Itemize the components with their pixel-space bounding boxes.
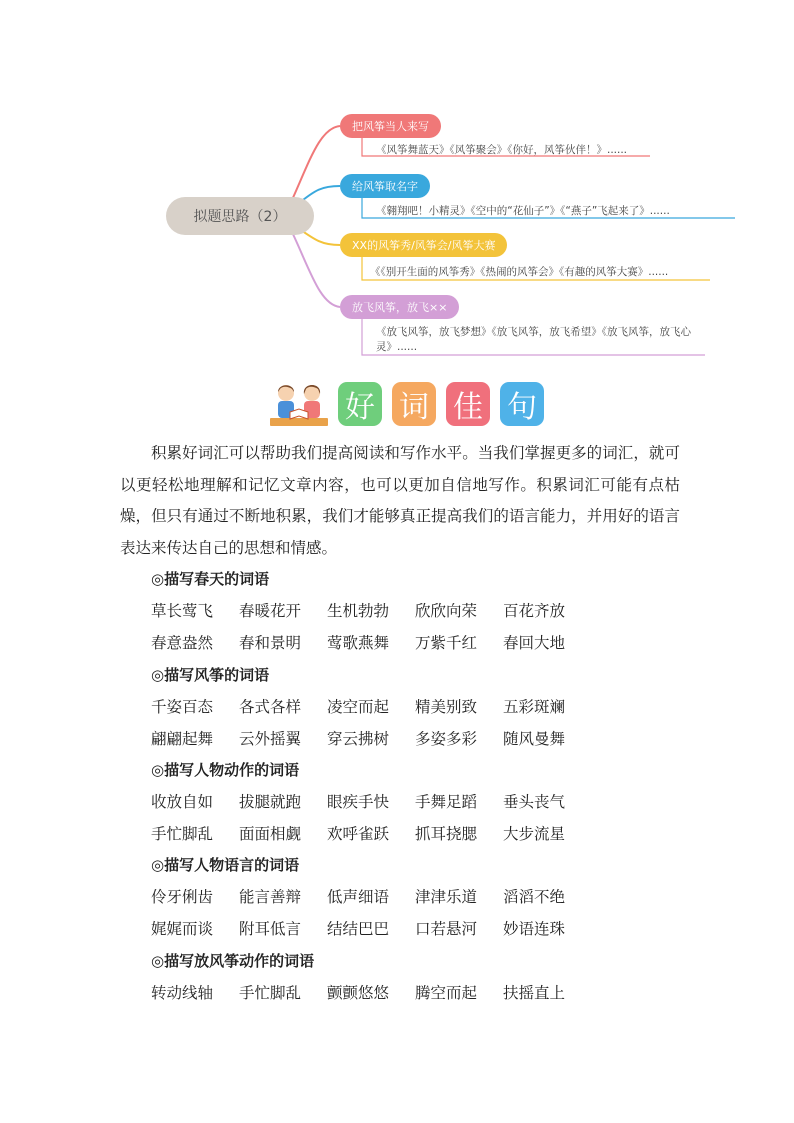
- word-item: 生机勃勃: [327, 602, 390, 620]
- mindmap-root: 拟题思路（2）: [166, 197, 314, 235]
- section-header: [268, 380, 548, 428]
- word-item: 精美别致: [415, 698, 478, 716]
- word-item: 收放自如: [151, 793, 214, 811]
- word-item: 春暖花开: [239, 602, 302, 620]
- header-char-hao: [338, 382, 382, 426]
- category-title-person-speech: ◎描写人物语言的词语: [151, 856, 300, 874]
- word-item: 娓娓而谈: [151, 920, 214, 938]
- word-item: 春和景明: [239, 634, 302, 652]
- branch-leaf-1: 《风筝舞蓝天》《风筝聚会》《你好，风筝伙伴！》......: [376, 144, 628, 156]
- header-char-jia-text: 佳: [453, 390, 483, 425]
- category-title-spring: ◎描写春天的词语: [151, 570, 270, 588]
- branch-node-4: 放飞风筝，放飞××: [340, 295, 459, 319]
- header-char-ju-text: 句: [507, 390, 537, 425]
- word-item: 穿云拂树: [327, 730, 390, 748]
- word-item: 转动线轴: [151, 984, 214, 1002]
- word-row: [151, 631, 591, 653]
- word-item: 拔腿就跑: [239, 793, 302, 811]
- intro-paragraph: 积累好词汇可以帮助我们提高阅读和写作水平。当我们掌握更多的词汇，就可以更轻松地理解和记忆文章内容，也可以更加自信地写作。积累词汇可能有点枯燥，但只有通过不断地积累，我们才能够真正提高我们的语言能力，并用好的语言表达来传达自己的思想和情感。: [120, 444, 680, 557]
- category-title-kite-action: ◎描写放风筝动作的词语: [151, 952, 315, 970]
- word-item: 手忙脚乱: [239, 984, 302, 1002]
- branch-leaf-4: 《放飞风筝，放飞梦想》《放飞风筝，放飞希望》《放飞风筝，放飞心灵》......: [376, 326, 691, 353]
- word-item: 手忙脚乱: [151, 825, 214, 843]
- word-row: [151, 695, 591, 717]
- word-item: 春意盎然: [151, 634, 214, 652]
- word-item: 垂头丧气: [503, 793, 566, 811]
- word-item: 百花齐放: [503, 602, 566, 620]
- header-char-ci-text: 词: [399, 390, 429, 425]
- word-item: 春回大地: [503, 634, 566, 652]
- word-item: 颤颤悠悠: [327, 984, 390, 1002]
- word-item: 欢呼雀跃: [327, 825, 390, 843]
- word-item: 各式各样: [239, 698, 302, 716]
- category-title-person-action: ◎描写人物动作的词语: [151, 761, 300, 779]
- word-item: 手舞足蹈: [415, 793, 478, 811]
- word-item: 五彩斑斓: [503, 698, 566, 716]
- word-item: 翩翩起舞: [151, 730, 214, 748]
- category-title-kite: ◎描写风筝的词语: [151, 666, 270, 684]
- word-item: 能言善辩: [239, 888, 302, 906]
- word-item: 面面相觑: [239, 825, 302, 843]
- branch-leaf-2: 《翱翔吧！小精灵》《空中的“花仙子”》《“燕子”飞起来了》......: [376, 205, 670, 217]
- word-row: [151, 599, 591, 621]
- mindmap: [0, 0, 794, 370]
- branch-node-2: 给风筝取名字: [340, 174, 430, 198]
- word-item: 欣欣向荣: [415, 602, 478, 620]
- word-item: 莺歌燕舞: [327, 634, 390, 652]
- header-char-hao-text: 好: [345, 390, 375, 425]
- word-item: 万紫千红: [415, 634, 478, 652]
- word-row: [151, 917, 591, 939]
- branch-leaf-3: 《《别开生面的风筝秀》《热闹的风筝会》《有趣的风筝大赛》......: [370, 266, 669, 278]
- word-item: 附耳低言: [239, 920, 302, 938]
- word-row: [151, 885, 591, 907]
- word-row: [151, 727, 591, 749]
- word-item: 多姿多彩: [415, 730, 478, 748]
- word-item: 妙语连珠: [503, 920, 566, 938]
- branch-node-3: XX的风筝秀/风筝会/风筝大赛: [340, 233, 507, 257]
- word-row: [151, 822, 591, 844]
- word-item: 眼疾手快: [327, 793, 390, 811]
- reading-kids-icon: [268, 380, 330, 428]
- word-item: 草长莺飞: [151, 602, 214, 620]
- word-item: 云外摇翼: [239, 730, 302, 748]
- header-char-ci: [392, 382, 436, 426]
- header-char-ju: [500, 382, 544, 426]
- word-item: 随风曼舞: [503, 730, 566, 748]
- word-row: [151, 981, 591, 1003]
- branch-node-1: 把风筝当人来写: [340, 114, 441, 138]
- word-item: 低声细语: [327, 888, 390, 906]
- connector-1: [292, 126, 340, 200]
- word-item: 滔滔不绝: [503, 888, 566, 906]
- word-item: 结结巴巴: [327, 920, 390, 938]
- word-item: 腾空而起: [415, 984, 478, 1002]
- word-item: 抓耳挠腮: [415, 825, 478, 843]
- word-item: 津津乐道: [415, 888, 478, 906]
- word-item: 扶摇直上: [503, 984, 566, 1002]
- word-item: 口若悬河: [415, 920, 478, 938]
- word-item: 大步流星: [503, 825, 566, 843]
- connector-4: [292, 232, 340, 307]
- header-char-jia: [446, 382, 490, 426]
- word-item: 伶牙俐齿: [151, 888, 214, 906]
- word-item: 凌空而起: [327, 698, 390, 716]
- word-row: [151, 790, 591, 812]
- word-item: 千姿百态: [151, 698, 214, 716]
